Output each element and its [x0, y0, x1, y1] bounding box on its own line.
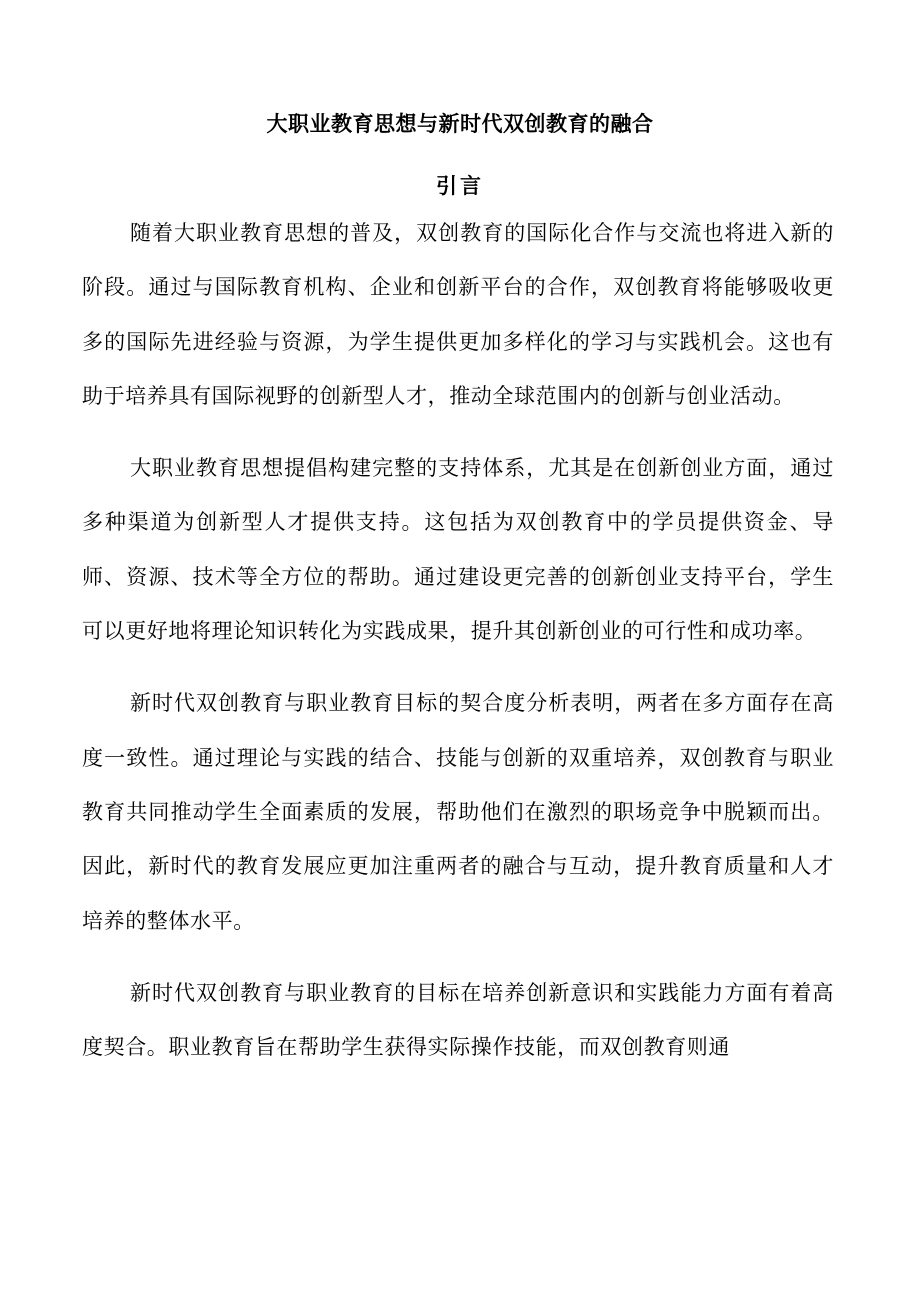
paragraph: 新时代双创教育与职业教育目标的契合度分析表明，两者在多方面存在高度一致性。通过理论与实践的结合、技能与创新的双重培养，双创教育与职业教育共同推动学生全面素质的发展，帮助他们在激烈的职场竞争中脱颖而出。因此，新时代的教育发展应更加注重两者的融合与互动，提升教育质量和人才培养的整体水平。 [82, 691, 834, 933]
paragraph: 随着大职业教育思想的普及，双创教育的国际化合作与交流也将进入新的阶段。通过与国际教育机构、企业和创新平台的合作，双创教育将能够吸收更多的国际先进经验与资源，为学生提供更加多样化的学习与实践机会。这也有助于培养具有国际视野的创新型人才，推动全球范围内的创新与创业活动。 [82, 221, 834, 408]
document-body [82, 206, 834, 1092]
section-heading-introduction: 引言 [436, 174, 484, 198]
document-title: 大职业教育思想与新时代双创教育的融合 [266, 112, 654, 136]
paragraph: 大职业教育思想提倡构建完整的支持体系，尤其是在创新创业方面，通过多种渠道为创新型人才提供支持。这包括为双创教育中的学员提供资金、导师、资源、技术等全方位的帮助。通过建设更完善的创新创业支持平台，学生可以更好地将理论知识转化为实践成果，提升其创新创业的可行性和成功率。 [82, 456, 834, 644]
paragraph: 新时代双创教育与职业教育的目标在培养创新意识和实践能力方面有着高度契合。职业教育旨在帮助学生获得实际操作技能，而双创教育则通 [82, 980, 834, 1060]
